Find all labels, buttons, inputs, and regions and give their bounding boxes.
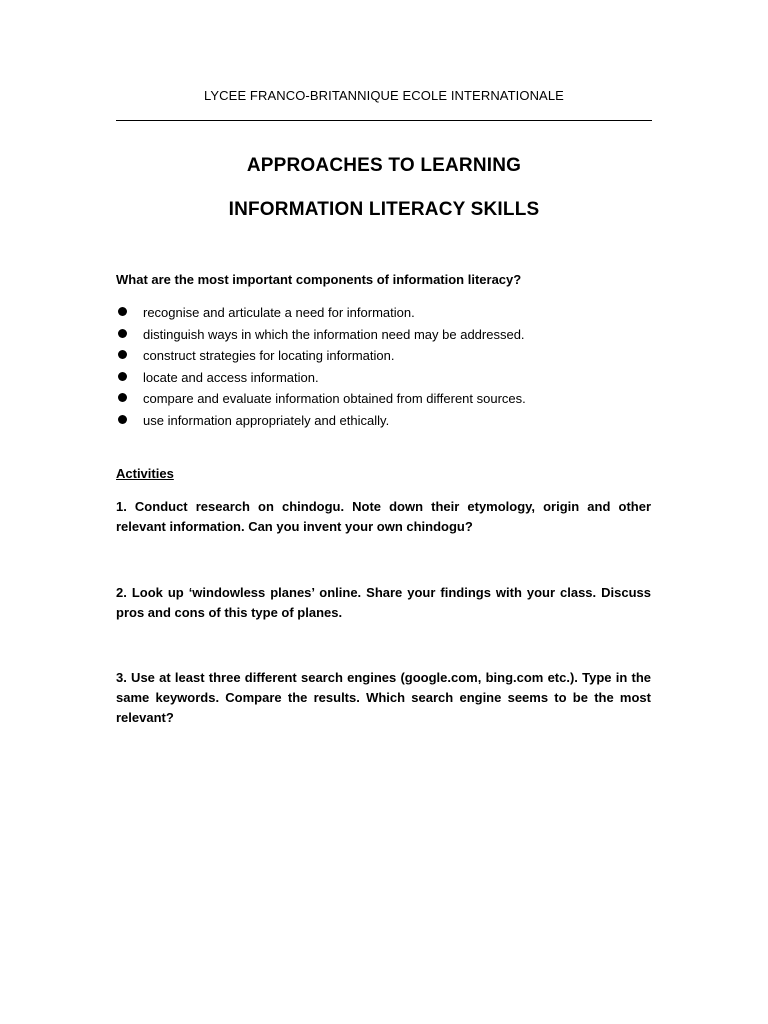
document-title: APPROACHES TO LEARNING bbox=[246, 155, 522, 176]
question-heading: What are the most important components of information literacy? bbox=[116, 272, 522, 287]
activity-item: 2. Look up ‘windowless planes’ online. Share your findings with your class. Discuss pros and cons of this type of planes. bbox=[116, 585, 651, 620]
list-item bbox=[116, 326, 652, 348]
bullet-icon bbox=[118, 415, 127, 424]
bullet-icon bbox=[118, 350, 127, 359]
bullet-icon bbox=[118, 329, 127, 338]
document-subtitle: INFORMATION LITERACY SKILLS bbox=[228, 199, 540, 220]
header-divider bbox=[116, 120, 652, 121]
school-name-header: LYCEE FRANCO-BRITANNIQUE ECOLE INTERNATIONALE bbox=[204, 88, 564, 103]
list-item bbox=[116, 390, 652, 412]
activities-heading: Activities bbox=[116, 466, 174, 481]
bullet-icon bbox=[118, 307, 127, 316]
list-item bbox=[116, 347, 652, 369]
list-item bbox=[116, 304, 652, 326]
components-list bbox=[116, 304, 652, 434]
list-item-text: construct strategies for locating information. bbox=[143, 348, 395, 364]
list-item-text: compare and evaluate information obtained from different sources. bbox=[143, 391, 526, 407]
bullet-icon bbox=[118, 393, 127, 402]
list-item-text: locate and access information. bbox=[143, 369, 319, 385]
list-item-text: distinguish ways in which the information need may be addressed. bbox=[143, 326, 525, 342]
activity-item: 3. Use at least three different search engines (google.com, bing.com etc.). Type in the same keywords. Compare the results. Which search engine seems to be the most relevant? bbox=[116, 670, 651, 725]
list-item bbox=[116, 369, 652, 391]
list-item-text: recognise and articulate a need for information. bbox=[143, 305, 415, 320]
activity-item: 1. Conduct research on chindogu. Note down their etymology, origin and other relevant information. Can you invent your own chindogu? bbox=[116, 499, 651, 534]
bullet-icon bbox=[118, 372, 127, 381]
list-item bbox=[116, 412, 652, 434]
list-item-text: use information appropriately and ethically. bbox=[143, 412, 390, 428]
